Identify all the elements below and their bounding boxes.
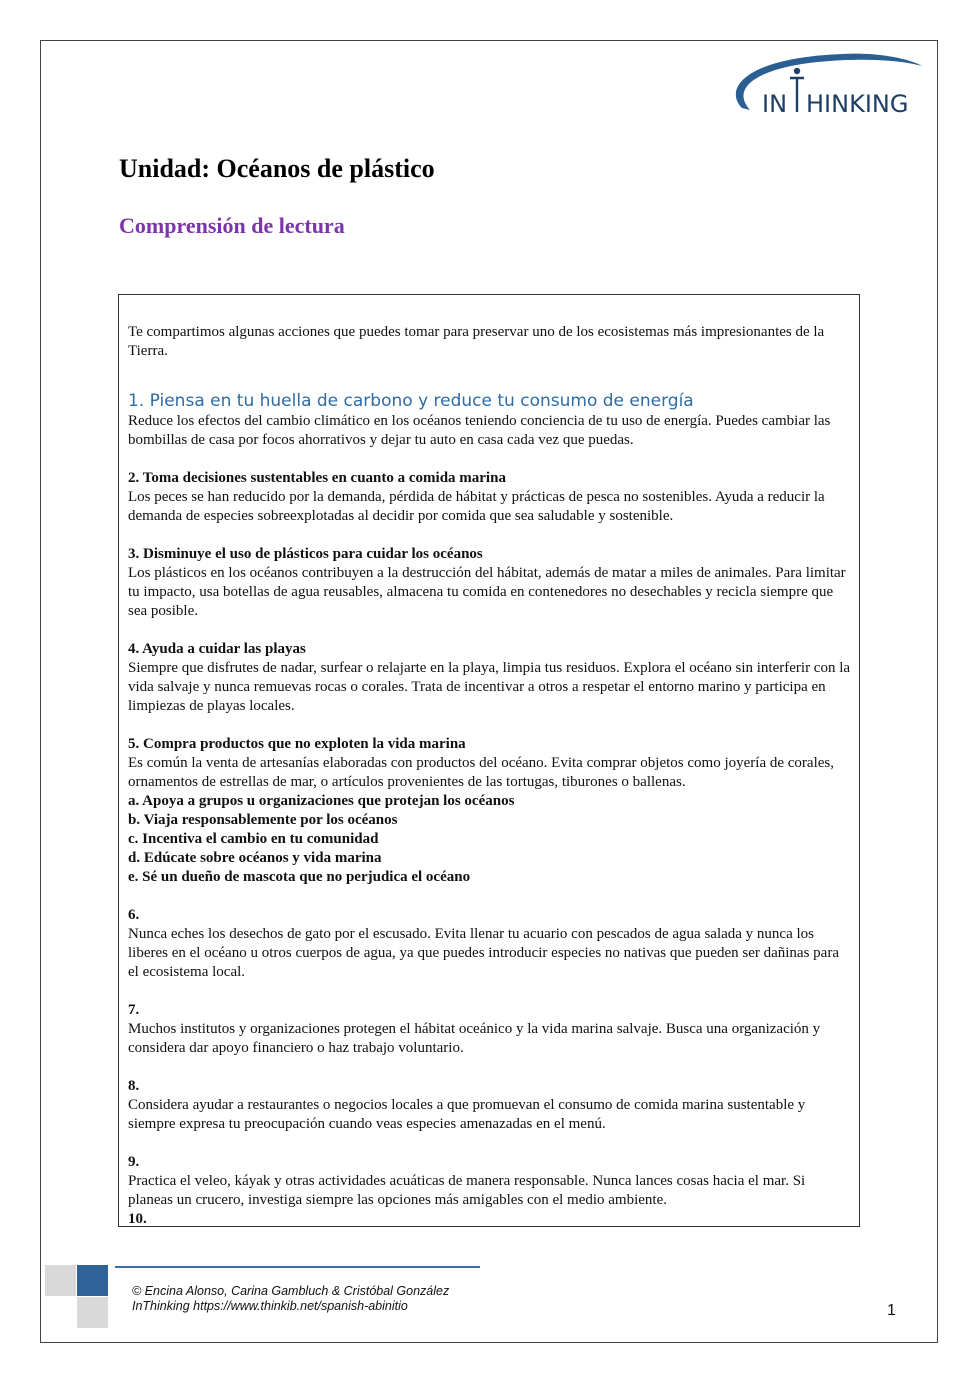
tip-1-heading: 1. Piensa en tu huella de carbono y reduce tu consumo de energía bbox=[128, 391, 694, 411]
footer-authors: © Encina Alonso, Carina Gambluch & Cristóbal González bbox=[132, 1284, 450, 1298]
sub-item-d: d. Edúcate sobre océanos y vida marina bbox=[128, 850, 382, 866]
logo-person-head bbox=[794, 68, 800, 74]
tip-4 bbox=[128, 640, 853, 716]
tip-1 bbox=[128, 390, 853, 450]
footer-square-gray-2 bbox=[77, 1297, 108, 1328]
tip-8 bbox=[128, 1077, 853, 1134]
sub-item-e: e. Sé un dueño de mascota que no perjudica el océano bbox=[128, 869, 471, 885]
sub-item-a: a. Apoya a grupos u organizaciones que protejan los océanos bbox=[128, 793, 515, 809]
reading-text-box bbox=[118, 294, 860, 1227]
footer-credits bbox=[132, 1284, 449, 1314]
tip-3-body: Los plásticos en los océanos contribuyen a la destrucción del hábitat, además de matar a miles de animales. Para limitar tu impacto, usa botellas de agua reusables, almacena tu comida en contenedores no desechables y recicla siempre que sea posible. bbox=[128, 565, 846, 619]
tip-2-body: Los peces se han reducido por la demanda, pérdida de hábitat y prácticas de pesca no sostenibles. Ayuda a reducir la demanda de especies sobreexplotadas al decidir por comida que sea saludable y sostenible. bbox=[128, 489, 825, 524]
sub-items-list bbox=[128, 792, 853, 887]
tip-5-body: Es común la venta de artesanías elaboradas con productos del océano. Evita comprar objetos como joyería de corales, ornamentos de estrellas de mar, o artículos provenientes de las tortugas, tiburones o ballenas. bbox=[128, 755, 834, 790]
tip-7 bbox=[128, 1001, 853, 1058]
unit-title: Unidad: Océanos de plástico bbox=[119, 154, 435, 183]
tip-6-heading: 6. bbox=[128, 907, 140, 923]
tip-1-body: Reduce los efectos del cambio climático en los océanos teniendo conciencia de tu uso de energía. Puedes cambiar las bombillas de casa por focos ahorrativos y dejar tu auto en casa cada vez que puedas. bbox=[128, 413, 831, 448]
tip-3 bbox=[128, 545, 853, 621]
tip-2 bbox=[128, 469, 853, 526]
tip-9-body: Practica el veleo, káyak y otras actividades acuáticas de manera responsable. Nunca lances cosas hacia el mar. Si planeas un crucero, investiga siempre las opciones más amigables con el medio ambiente. bbox=[128, 1173, 806, 1208]
logo-graphic bbox=[722, 50, 922, 120]
footer-divider bbox=[115, 1266, 480, 1268]
reading-text bbox=[128, 323, 853, 1227]
sub-item-b: b. Viaja responsablemente por los océanos bbox=[128, 812, 398, 828]
tip-7-heading: 7. bbox=[128, 1002, 140, 1018]
tip-9 bbox=[128, 1153, 853, 1210]
tip-4-heading: 4. Ayuda a cuidar las playas bbox=[128, 641, 306, 657]
tip-9-heading: 9. bbox=[128, 1154, 140, 1170]
sub-item-c: c. Incentiva el cambio en tu comunidad bbox=[128, 831, 379, 847]
tip-7-body: Muchos institutos y organizaciones protegen el hábitat oceánico y la vida marina salvaje. Busca una organización y considera dar apoyo financiero o haz trabajo voluntario. bbox=[128, 1021, 821, 1056]
tip-2-heading: 2. Toma decisiones sustentables en cuanto a comida marina bbox=[128, 470, 506, 486]
tip-8-body: Considera ayudar a restaurantes o negocios locales a que promuevan el consumo de comida marina sustentable y siempre expresa tu preocupación cuando veas especies amenazadas en el menú. bbox=[128, 1097, 806, 1132]
logo-person-body bbox=[790, 78, 804, 112]
page-number: 1 bbox=[887, 1302, 896, 1319]
footer-source: InThinking https://www.thinkib.net/spanish-abinitio bbox=[132, 1299, 408, 1313]
section-title: Comprensión de lectura bbox=[119, 213, 345, 238]
tip-10-heading: 10. bbox=[128, 1211, 147, 1227]
logo-text-thinking: HINKING bbox=[806, 90, 909, 118]
tip-3-heading: 3. Disminuye el uso de plásticos para cuidar los océanos bbox=[128, 546, 483, 562]
tip-8-heading: 8. bbox=[128, 1078, 140, 1094]
tip-6 bbox=[128, 906, 853, 982]
tip-5 bbox=[128, 735, 853, 792]
tip-5-heading: 5. Compra productos que no exploten la vida marina bbox=[128, 736, 466, 752]
intro-paragraph: Te compartimos algunas acciones que puedes tomar para preservar uno de los ecosistemas más impresionantes de la Tierra. bbox=[128, 324, 825, 359]
footer-square-gray-1 bbox=[45, 1265, 76, 1296]
tip-10 bbox=[128, 1210, 853, 1227]
tip-4-body: Siempre que disfrutes de nadar, surfear o relajarte en la playa, limpia tus residuos. Explora el océano sin interferir con la vida salvaje y nunca remuevas rocas o corales. Trata de incentivar a otros a respetar el entorno marino y participa en limpiezas de playas locales. bbox=[128, 660, 851, 714]
tip-6-body: Nunca eches los desechos de gato por el escusado. Evita llenar tu acuario con pescados de agua salada y nunca los liberes en el océano u otros cuerpos de agua, ya que puedes introducir especies no nativas que pueden ser dañinas para el ecosistema local. bbox=[128, 926, 839, 980]
footer-square-blue bbox=[77, 1265, 108, 1296]
logo-text-in: IN bbox=[762, 90, 788, 118]
inthinking-logo bbox=[722, 50, 922, 120]
